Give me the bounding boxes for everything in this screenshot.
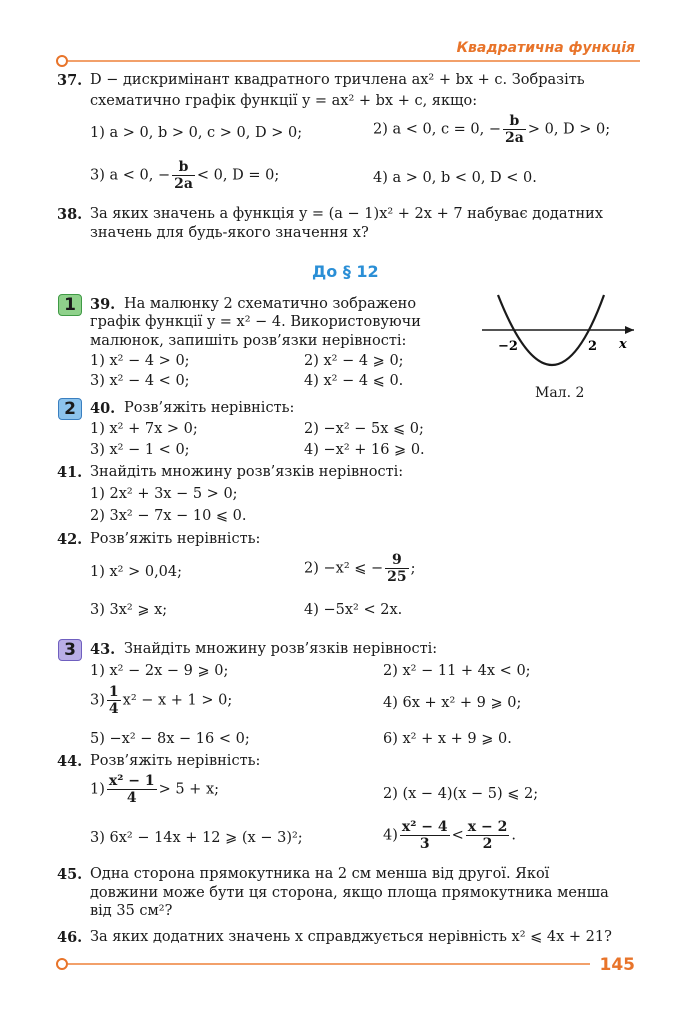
problem-41-option-2: 2) 3x² − 7x − 10 ⩽ 0. [90, 508, 247, 524]
problem-43-option-6: 6) x² + x + 9 ⩾ 0. [383, 731, 512, 747]
level-1-badge: 1 [58, 294, 82, 316]
page-number: 145 [599, 955, 635, 975]
problem-38-text: значень для будь-якого значення x? [90, 225, 369, 241]
problem-37-text: D − дискримінант квадратного тричлена ax² + bx + c. Зобразіть [90, 72, 585, 88]
problem-39-number: 39. [90, 296, 116, 313]
problem-44-option-2: 2) (x − 4)(x − 5) ⩽ 2; [383, 786, 539, 802]
problem-43-option-2: 2) x² − 11 + 4x < 0; [383, 663, 531, 679]
level-2-badge: 2 [58, 398, 82, 420]
axis-label-x: x [619, 337, 627, 352]
problem-37-text: схематично графік функції y = ax² + bx + c, якщо: [90, 93, 478, 109]
problem-46-number: 46. [57, 929, 83, 946]
problem-43-number: 43. [90, 641, 116, 658]
problem-41-option-1: 1) 2x² + 3x − 5 > 0; [90, 486, 238, 502]
problem-39-option-3: 3) x² − 4 < 0; [90, 373, 190, 389]
level-3-badge: 3 [58, 639, 82, 661]
problem-42-option-2: 2) −x² ⩽ − $\frac{9}{25}$ ; [304, 552, 416, 585]
problem-38-number: 38. [57, 206, 83, 223]
problem-41-number: 41. [57, 464, 83, 481]
problem-42-option-3: 3) 3x² ⩾ x; [90, 602, 168, 618]
parabola-figure [478, 290, 638, 385]
tick-label-neg2: −2 [498, 339, 518, 354]
problem-43-text: Знайдіть множину розв’язків нерівності: [124, 641, 438, 657]
figure-caption: Мал. 2 [535, 385, 585, 401]
problem-42-number: 42. [57, 531, 83, 548]
problem-39-option-2: 2) x² − 4 ⩾ 0; [304, 353, 404, 369]
footer-rule [68, 963, 590, 965]
problem-44-number: 44. [57, 753, 83, 770]
problem-39-text: графік функції y = x² − 4. Використовуючи [90, 314, 421, 330]
problem-39-option-4: 4) x² − 4 ⩽ 0. [304, 373, 404, 389]
problem-43-option-1: 1) x² − 2x − 9 ⩾ 0; [90, 663, 229, 679]
header-rule [68, 60, 640, 62]
problem-39-text: малюнок, запишіть розв’язки нерівності: [90, 333, 407, 349]
problem-44-option-1: 1) $\frac{\text{x² − 1}}{4}$ > 5 + x; [90, 773, 220, 806]
problem-44-option-3: 3) 6x² − 14x + 12 ⩾ (x − 3)²; [90, 830, 303, 846]
problem-37-option-4: 4) a > 0, b < 0, D < 0. [373, 170, 537, 186]
problem-37-option-2: 2) a < 0, c = 0, − $\frac{b}{2a}$ > 0, D > 0; [373, 113, 611, 146]
section-heading: До § 12 [312, 262, 379, 281]
problem-43-option-3: 3) $\frac{1}{4}$ x² − x + 1 > 0; [90, 684, 233, 717]
problem-46-text: За яких додатних значень x справджується нерівність x² ⩽ 4x + 21? [90, 929, 612, 945]
problem-40-option-3: 3) x² − 1 < 0; [90, 442, 190, 458]
x-axis-arrow-icon [625, 326, 634, 334]
problem-37-option-1: 1) a > 0, b > 0, c > 0, D > 0; [90, 125, 303, 141]
footer-rule-dot [56, 958, 68, 970]
problem-42-text: Розв’яжіть нерівність: [90, 531, 261, 547]
problem-40-text: Розв’яжіть нерівність: [124, 400, 295, 416]
problem-38-text: За яких значень a функція y = (a − 1)x² + 2x + 7 набуває додатних [90, 206, 604, 222]
problem-43-option-4: 4) 6x + x² + 9 ⩾ 0; [383, 695, 522, 711]
problem-39-text: На малюнку 2 схематично зображено [124, 296, 417, 312]
problem-37-option-3: 3) a < 0, − $\frac{b}{2a}$ < 0, D = 0; [90, 159, 280, 192]
problem-45-number: 45. [57, 866, 83, 883]
problem-42-option-4: 4) −5x² < 2x. [304, 602, 403, 618]
problem-40-option-1: 1) x² + 7x > 0; [90, 421, 198, 437]
problem-40-number: 40. [90, 400, 116, 417]
problem-45-text: від 35 см²? [90, 903, 173, 919]
problem-40-option-2: 2) −x² − 5x ⩽ 0; [304, 421, 424, 437]
problem-43-option-5: 5) −x² − 8x − 16 < 0; [90, 731, 250, 747]
header-rule-dot [56, 55, 68, 67]
problem-41-text: Знайдіть множину розв’язків нерівності: [90, 464, 404, 480]
tick-label-2: 2 [588, 339, 598, 354]
problem-39-option-1: 1) x² − 4 > 0; [90, 353, 190, 369]
problem-45-text: довжини може бути ця сторона, якщо площа прямокутника менша [90, 885, 609, 901]
problem-37-number: 37. [57, 72, 83, 89]
problem-45-text: Одна сторона прямокутника на 2 см менша від другої. Якої [90, 866, 550, 882]
running-header: Квадратична функція [456, 40, 635, 56]
problem-40-option-4: 4) −x² + 16 ⩾ 0. [304, 442, 425, 458]
problem-44-text: Розв’яжіть нерівність: [90, 753, 261, 769]
problem-42-option-1: 1) x² > 0,04; [90, 564, 183, 580]
problem-44-option-4: 4) $\frac{\text{x² − 4}}{3}$ < $\frac{x - 2}{2}$ . [383, 819, 516, 852]
